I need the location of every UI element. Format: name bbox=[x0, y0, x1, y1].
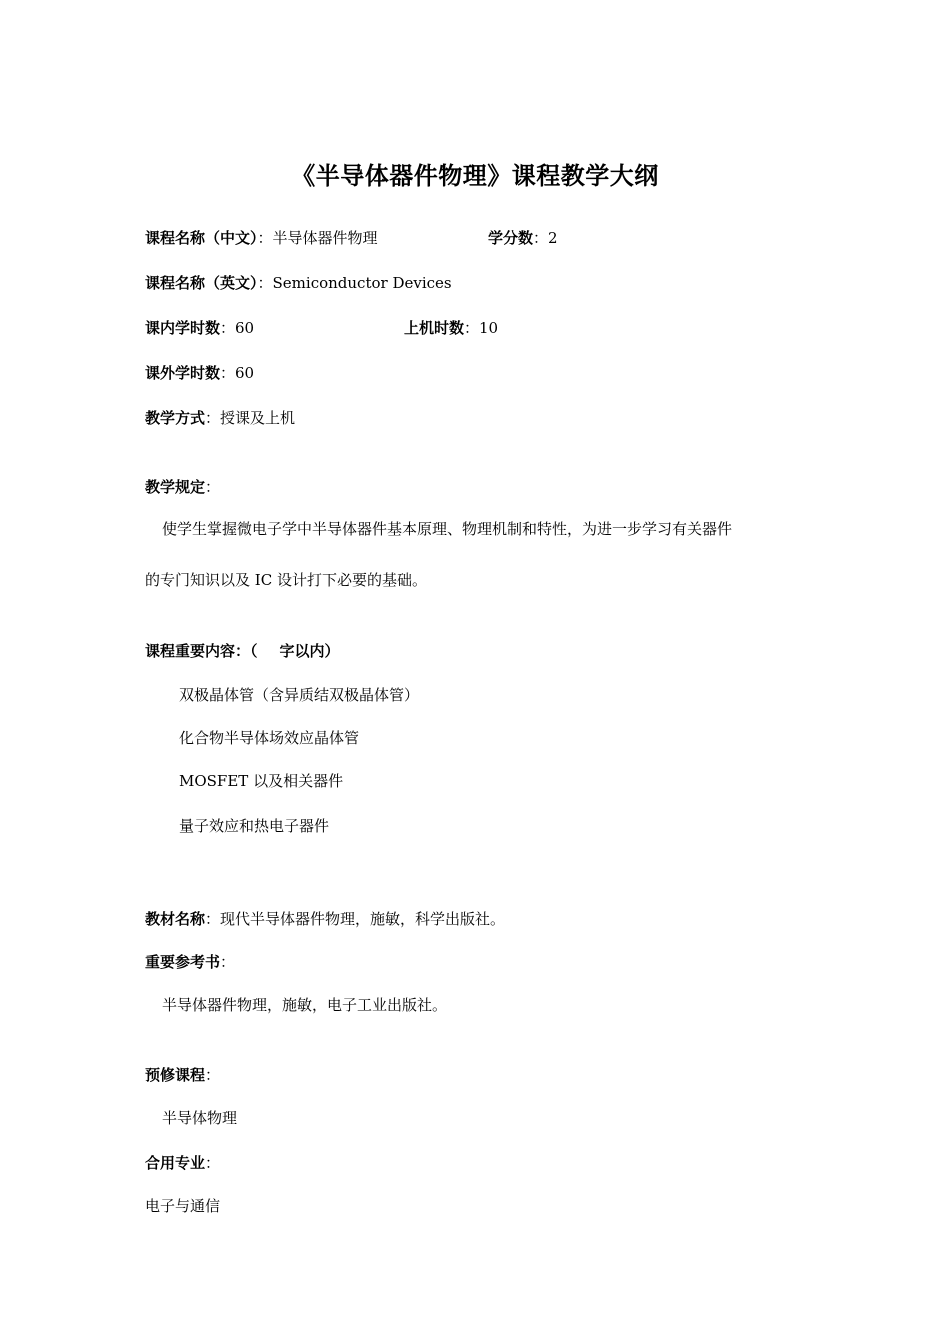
teaching-method-value: ：授课及上机 bbox=[205, 409, 296, 427]
credits-row bbox=[488, 228, 558, 248]
major-label: 合用专业 bbox=[145, 1154, 206, 1172]
major-colon: ： bbox=[205, 1154, 221, 1172]
in-class-hours-label: 课内学时数 bbox=[145, 319, 221, 337]
textbook-row bbox=[145, 909, 505, 929]
lab-hours-label: 上机时数 bbox=[404, 319, 465, 337]
reference-label: 重要参考书 bbox=[145, 953, 221, 971]
content-item-2: 化合物半导体场效应晶体管 bbox=[179, 729, 360, 747]
major-value: 电子与通信 bbox=[145, 1197, 221, 1215]
textbook-value: ：现代半导体器件物理，施敏，科学出版社。 bbox=[205, 910, 506, 928]
course-name-cn-row bbox=[145, 228, 378, 248]
content-label-suffix: 字以内） bbox=[279, 642, 340, 660]
content-label-prefix: 课程重要内容：（ bbox=[145, 642, 258, 660]
reference-heading bbox=[145, 952, 235, 972]
requirements-text-line-1: 使学生掌握微电子学中半导体器件基本原理、物理机制和特性，为进一步学习有关器件 bbox=[162, 520, 733, 538]
credits-label: 学分数 bbox=[488, 229, 534, 247]
reference-colon: ： bbox=[220, 953, 236, 971]
course-name-en-value: ：Semiconductor Devices bbox=[257, 274, 452, 292]
document-title: 《半导体器件物理》课程教学大纲 bbox=[291, 161, 659, 190]
major-heading bbox=[145, 1153, 220, 1173]
prereq-label: 预修课程 bbox=[145, 1066, 206, 1084]
textbook-label: 教材名称 bbox=[145, 910, 206, 928]
requirements-colon: ： bbox=[205, 478, 221, 496]
prereq-value: 半导体物理 bbox=[162, 1109, 238, 1127]
reference-value: 半导体器件物理，施敏，电子工业出版社。 bbox=[162, 996, 448, 1014]
content-item-3: MOSFET 以及相关器件 bbox=[179, 772, 344, 790]
content-item-1: 双极晶体管（含异质结双极晶体管） bbox=[179, 686, 420, 704]
prereq-colon: ： bbox=[205, 1066, 221, 1084]
requirements-text-line-2: 的专门知识以及 IC 设计打下必要的基础。 bbox=[145, 571, 427, 589]
course-name-cn-value: ：半导体器件物理 bbox=[257, 229, 378, 247]
prereq-heading bbox=[145, 1065, 220, 1085]
in-class-hours-row bbox=[145, 318, 254, 338]
teaching-method-label: 教学方式 bbox=[145, 409, 206, 427]
requirements-label: 教学规定 bbox=[145, 478, 206, 496]
course-name-en-label: 课程名称（英文） bbox=[145, 274, 258, 292]
out-class-hours-row bbox=[145, 363, 254, 383]
in-class-hours-value: ：60 bbox=[220, 319, 255, 337]
course-name-cn-label: 课程名称（中文） bbox=[145, 229, 258, 247]
teaching-method-row bbox=[145, 408, 295, 428]
out-class-hours-value: ：60 bbox=[220, 364, 255, 382]
content-heading bbox=[145, 641, 340, 661]
out-class-hours-label: 课外学时数 bbox=[145, 364, 221, 382]
lab-hours-value: ：10 bbox=[464, 319, 499, 337]
requirements-heading bbox=[145, 477, 220, 497]
content-item-4: 量子效应和热电子器件 bbox=[179, 817, 330, 835]
course-name-en-row bbox=[145, 273, 452, 293]
lab-hours-row bbox=[404, 318, 498, 338]
credits-value: ：2 bbox=[533, 229, 558, 247]
